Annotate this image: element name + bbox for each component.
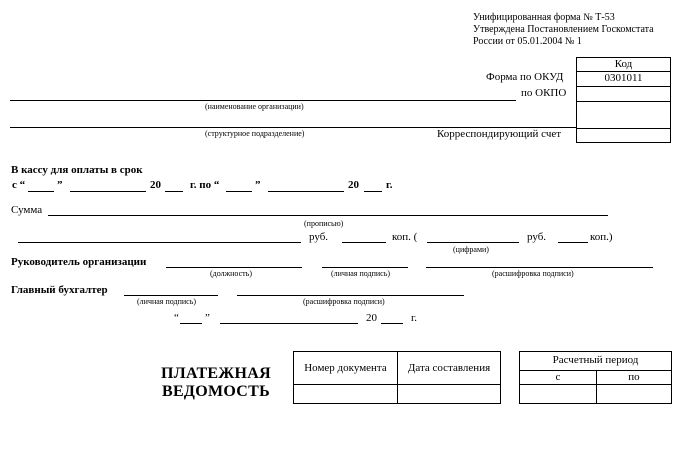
org-name-line[interactable] xyxy=(10,100,516,101)
head-position-line[interactable] xyxy=(166,267,302,268)
doc-date-header: Дата составления xyxy=(407,362,491,374)
sig-date-month-line[interactable] xyxy=(220,323,358,324)
kop-label: коп. ( xyxy=(392,231,418,243)
period-from-header: с xyxy=(555,371,561,383)
okud-code-value: 0301011 xyxy=(604,72,643,84)
doc-number-table xyxy=(293,351,501,404)
kop-words-line[interactable] xyxy=(342,242,386,243)
doc-number-cell[interactable] xyxy=(294,385,397,403)
accountant-signature-line[interactable] xyxy=(124,295,218,296)
accountant-decoding-caption: (расшифровка подписи) xyxy=(303,297,385,306)
summa-label: Сумма xyxy=(11,204,43,216)
date-to-day-line[interactable] xyxy=(226,191,252,192)
corr-account-label: Корреспондирующий счет xyxy=(437,128,562,140)
sig-date-g: г. xyxy=(411,312,418,324)
subdivision-caption: (структурное подразделение) xyxy=(205,129,305,138)
kop-digits-line[interactable] xyxy=(558,242,588,243)
head-label: Руководитель организации xyxy=(11,256,147,268)
dolzhnost-caption: (должность) xyxy=(210,269,252,278)
summa-words-line[interactable] xyxy=(48,215,608,216)
date-to-month-line[interactable] xyxy=(268,191,344,192)
form-header-line1: Унифицированная форма № Т-53 xyxy=(473,12,615,23)
period-header: Расчетный период xyxy=(552,354,639,366)
kassa-po: г. по “ xyxy=(190,179,220,191)
year-prefix-2: 20 xyxy=(348,179,359,191)
doc-title-line2: ВЕДОМОСТЬ xyxy=(161,383,271,400)
doc-number-header: Номер документа xyxy=(304,362,387,374)
kop-label-2: коп.) xyxy=(590,231,613,243)
period-to-header: по xyxy=(628,371,640,383)
summa-words-line-2[interactable] xyxy=(18,242,301,243)
accountant-signature-caption: (личная подпись) xyxy=(137,297,197,306)
doc-title-line1: ПЛАТЕЖНАЯ xyxy=(161,365,271,382)
rub-label-2: руб. xyxy=(527,231,547,243)
form-header-line3: России от 05.01.2004 № 1 xyxy=(473,36,582,47)
date-from-month-line[interactable] xyxy=(70,191,146,192)
sig-date-open-quote: “ xyxy=(174,312,179,324)
codes-row-divider xyxy=(577,128,670,129)
kassa-g: г. xyxy=(386,179,393,191)
kod-header: Код xyxy=(614,58,633,70)
quote-close-2: ” xyxy=(255,179,261,191)
kassa-s-prefix: с “ xyxy=(12,179,26,191)
period-from-cell[interactable] xyxy=(520,385,596,403)
codes-table xyxy=(576,57,671,143)
rub-digits-line[interactable] xyxy=(427,242,519,243)
sig-date-year-prefix: 20 xyxy=(366,312,377,324)
head-decoding-caption: (расшифровка подписи) xyxy=(492,269,574,278)
head-signature-caption: (личная подпись) xyxy=(331,269,391,278)
kassa-title: В кассу для оплаты в срок xyxy=(11,164,143,176)
okpo-label: по ОКПО xyxy=(521,87,567,99)
propisyu-caption: (прописью) xyxy=(304,219,344,228)
quote-close: ” xyxy=(57,179,63,191)
period-table xyxy=(519,351,672,404)
date-from-day-line[interactable] xyxy=(28,191,54,192)
date-from-year-line[interactable] xyxy=(165,191,183,192)
sig-date-close-quote: ” xyxy=(205,312,210,324)
sig-date-day-line[interactable] xyxy=(180,323,202,324)
form-header-line2: Утверждена Постановлением Госкомстата xyxy=(473,24,654,35)
org-name-caption: (наименование организации) xyxy=(205,102,304,111)
codes-row-divider xyxy=(577,101,670,102)
accountant-decoding-line[interactable] xyxy=(237,295,464,296)
head-signature-line[interactable] xyxy=(322,267,408,268)
okud-label: Форма по ОКУД xyxy=(486,71,564,83)
date-to-year-line[interactable] xyxy=(364,191,382,192)
tsiframi-caption: (цифрами) xyxy=(453,245,489,254)
period-to-cell[interactable] xyxy=(597,385,671,403)
sig-date-year-line[interactable] xyxy=(381,323,403,324)
rub-label: руб. xyxy=(309,231,329,243)
year-prefix: 20 xyxy=(150,179,161,191)
subdivision-line[interactable] xyxy=(10,127,576,128)
codes-row-divider xyxy=(577,86,670,87)
accountant-label: Главный бухгалтер xyxy=(11,284,108,296)
doc-date-cell[interactable] xyxy=(398,385,500,403)
head-decoding-line[interactable] xyxy=(426,267,653,268)
